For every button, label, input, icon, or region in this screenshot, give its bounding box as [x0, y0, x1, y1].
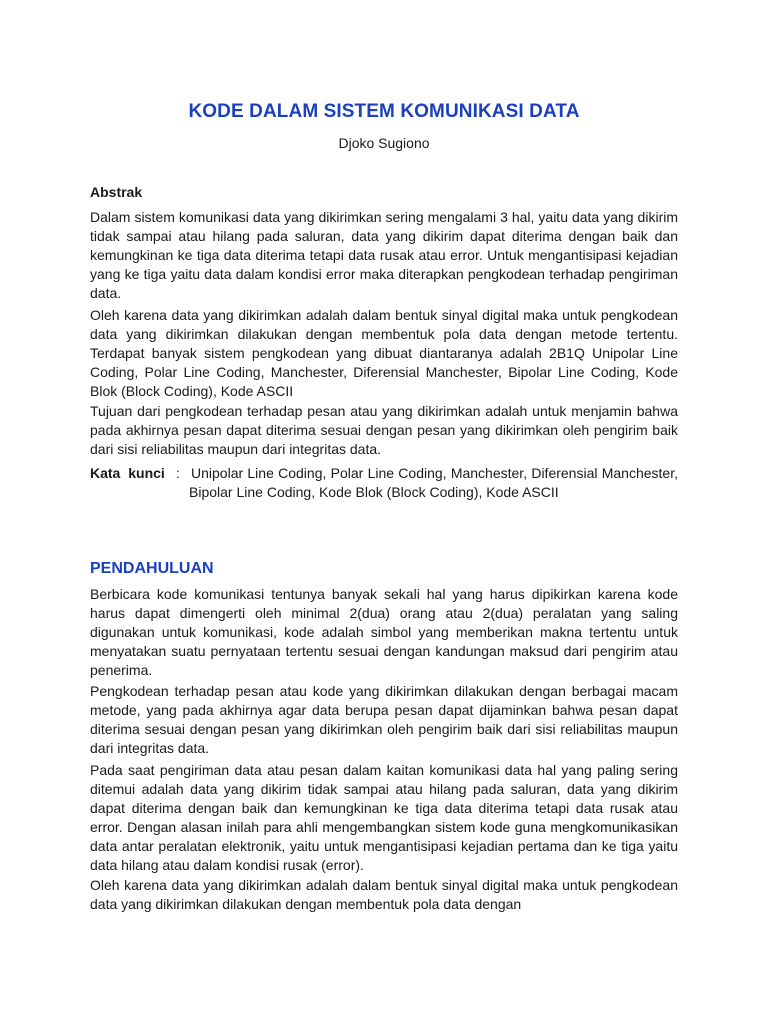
keywords-label: Kata kunci: [90, 465, 165, 481]
abstract-paragraph: Tujuan dari pengkodean terhadap pesan atau yang dikirimkan adalah untuk menjamin bahwa pada akhirnya pesan dapat diterima sesuai dengan pesan yang dikirimkan oleh pengirim baik dari sisi reliabilitas maupun dari integritas data.: [90, 403, 678, 457]
keywords-text: Unipolar Line Coding, Polar Line Coding, Manchester, Diferensial Manchester, Bipolar Line Coding, Kode Blok (Block Coding), Kode ASCII: [189, 465, 678, 500]
document-title: KODE DALAM SISTEM KOMUNIKASI DATA: [188, 101, 580, 122]
section-paragraph: Pengkodean terhadap pesan atau kode yang dikirimkan dilakukan dengan berbagai macam metode, yang pada akhirnya agar data berupa pesan dapat dijaminkan bahwa pesan dapat diterima sesuai dengan pesan yang dikirimkan oleh pengirim baik dari sisi reliabilitas maupun dari integritas data.: [90, 683, 678, 756]
keywords-colon: :: [176, 465, 180, 481]
section-paragraph: Oleh karena data yang dikirimkan adalah dalam bentuk sinyal digital maka untuk pengkodean data yang dikirimkan dilakukan dengan membentuk pola data dengan: [90, 877, 678, 912]
section-paragraph: Berbicara kode komunikasi tentunya banyak sekali hal yang harus dipikirkan karena kode harus dapat dimengerti oleh minimal 2(dua) orang atau 2(dua) peralatan yang saling digunakan untuk komunikasi, kode adalah simbol yang memberikan makna tertentu untuk menyatakan suatu pernyataan tertentu sesuai dengan kandungan maksud dari pengirim atau penerima.: [90, 586, 678, 678]
author-name: Djoko Sugiono: [338, 135, 430, 151]
abstract-heading: Abstrak: [90, 184, 143, 200]
abstract-paragraph: Oleh karena data yang dikirimkan adalah dalam bentuk sinyal digital maka untuk pengkodean data yang dikirimkan dilakukan dengan membentuk pola data dengan metode tertentu. Terdapat banyak sistem pengkodean yang dibuat diantaranya adalah 2B1Q Unipolar Line Coding, Polar Line Coding, Manchester, Diferensial Manchester, Bipolar Line Coding, Kode Blok (Block Coding), Kode ASCII: [90, 307, 678, 399]
section-paragraph: Pada saat pengiriman data atau pesan dalam kaitan komunikasi data hal yang paling sering ditemui adalah data yang dikirim tidak sampai atau hilang pada saluran, data yang dikirim dapat diterima dengan baik dan kemungkinan ke tiga data diterima tetapi data rusak atau error. Dengan alasan inilah para ahli mengembangkan sistem kode guna mengkomunikasikan data antar peralatan elektronik, yaitu untuk mengantisipasi kejadian pertama dan ke tiga yaitu data hilang atau dalam kondisi rusak (error).: [90, 762, 678, 873]
document-page: [90, 0, 678, 1024]
section-heading: PENDAHULUAN: [90, 560, 214, 577]
abstract-paragraph: Dalam sistem komunikasi data yang dikirimkan sering mengalami 3 hal, yaitu data yang dikirim tidak sampai atau hilang pada saluran, data yang dikirim dapat diterima dengan baik dan kemungkinan ke tiga data diterima tetapi data rusak atau error. Untuk mengantisipasi kejadian yang ke tiga yaitu data dalam kondisi error maka diterapkan pengkodean terhadap pengiriman data.: [90, 209, 678, 301]
